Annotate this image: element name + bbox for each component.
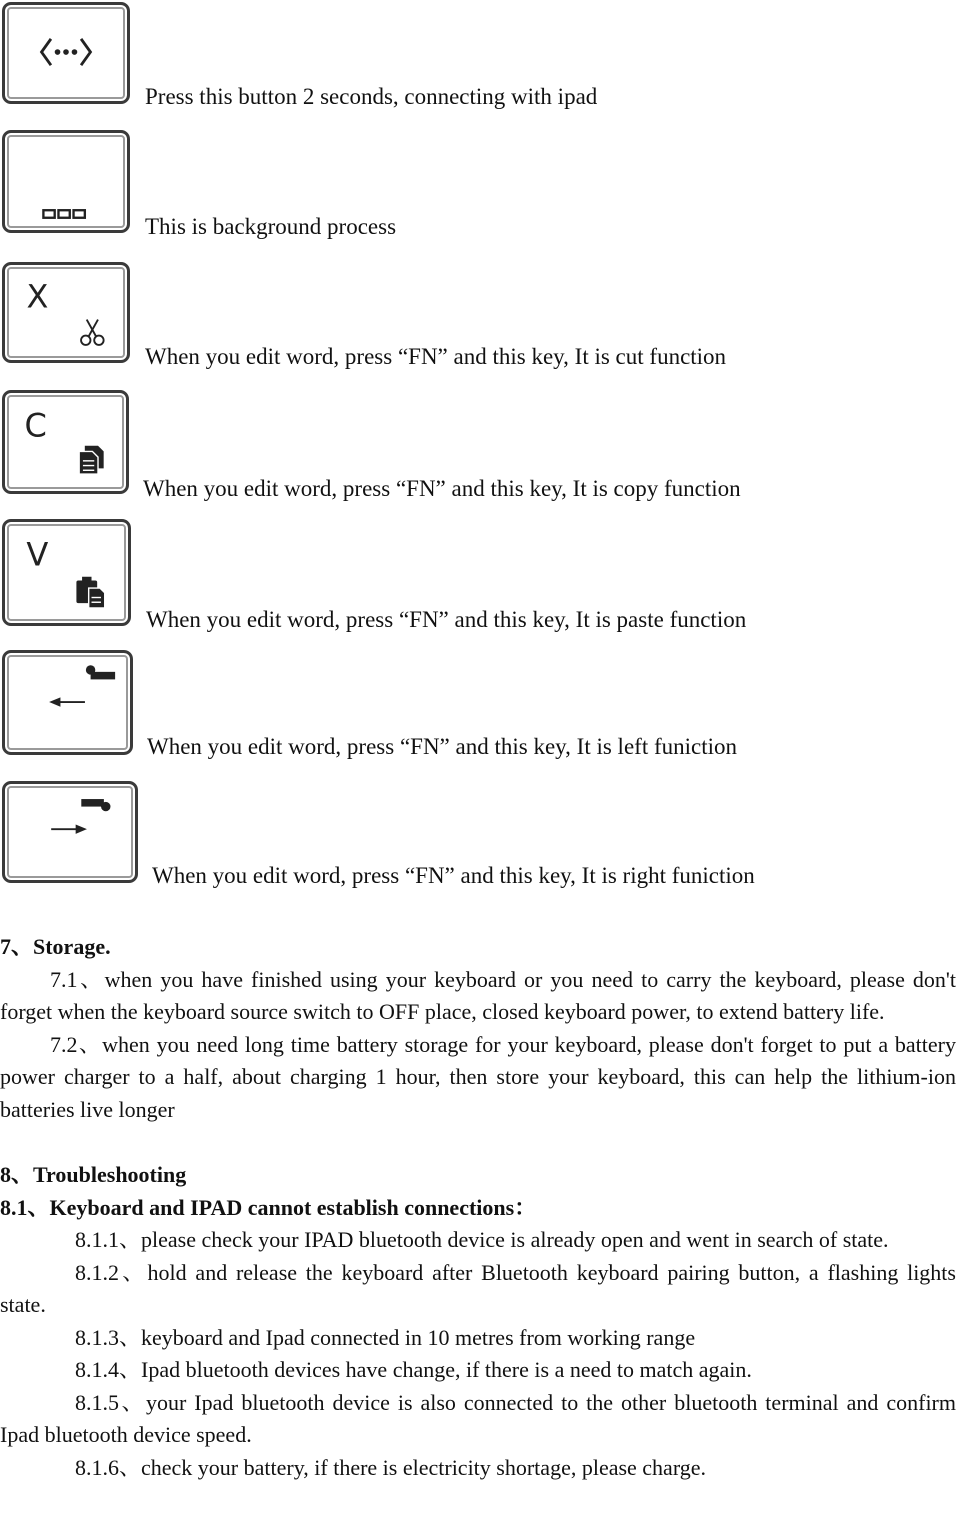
background-process-icon <box>5 133 127 230</box>
key-bluetooth-connect <box>2 2 130 104</box>
arrow-right-icon <box>5 784 135 880</box>
key-caption: When you edit word, press “FN” and this key, It is cut function <box>145 344 727 369</box>
paste-icon <box>5 522 128 623</box>
storage-paragraph-7-2: 7.2、when you need long time battery storage for your keyboard, please don't forget to put a battery power charger to a half, about charging 1 hour, then store your keyboard, this can help the lithium-ion batteries live longer <box>0 1031 956 1122</box>
troubleshooting-subheading: 8.1、Keyboard and IPAD cannot establish connections： <box>0 1194 537 1220</box>
arrow-left-icon <box>5 653 130 752</box>
troubleshooting-section <box>0 1159 956 1484</box>
key-paste <box>2 519 131 626</box>
copy-icon <box>5 393 126 491</box>
key-caption: When you edit word, press “FN” and this key, It is copy function <box>143 476 741 501</box>
key-caption: Press this button 2 seconds, connecting with ipad <box>145 84 598 109</box>
troubleshooting-heading: 8、Troubleshooting <box>0 1162 187 1187</box>
key-letter: V <box>26 535 49 574</box>
troubleshooting-item: 8.1.3、keyboard and Ipad connected in 10 metres from working range <box>75 1324 696 1350</box>
storage-paragraph-7-1: 7.1、when you have finished using your keyboard or you need to carry the keyboard, please don't forget when the keyboard source switch to OFF place, closed keyboard power, to extend battery life. <box>0 966 956 1024</box>
troubleshooting-item: 8.1.6、check your battery, if there is electricity shortage, please charge. <box>75 1454 707 1480</box>
key-copy <box>2 390 129 494</box>
key-background-process <box>2 130 130 233</box>
key-caption: This is background process <box>145 214 397 239</box>
key-right <box>2 781 138 883</box>
key-left <box>2 650 133 755</box>
key-caption: When you edit word, press “FN” and this key, It is paste function <box>146 607 747 632</box>
scissors-icon <box>5 265 127 360</box>
key-caption: When you edit word, press “FN” and this key, It is left funiction <box>147 734 737 759</box>
bluetooth-connect-icon <box>5 5 127 101</box>
troubleshooting-item: 8.1.4、Ipad bluetooth devices have change, if there is a need to match again. <box>75 1357 752 1382</box>
storage-section <box>0 931 956 1126</box>
storage-heading: 7、Storage. <box>0 934 111 959</box>
key-letter: C <box>24 406 47 445</box>
key-cut <box>2 262 130 363</box>
key-caption: When you edit word, press “FN” and this key, It is right funiction <box>152 863 755 888</box>
troubleshooting-item: 8.1.5、your Ipad bluetooth device is also connected to the other bluetooth terminal and confirm Ipad bluetooth device speed. <box>0 1389 956 1447</box>
key-letter: X <box>26 277 49 316</box>
troubleshooting-item: 8.1.1、please check your IPAD bluetooth device is already open and went in search of state. <box>75 1227 889 1252</box>
troubleshooting-item: 8.1.2、hold and release the keyboard after Bluetooth keyboard pairing button, a flashing lights state. <box>0 1259 956 1317</box>
